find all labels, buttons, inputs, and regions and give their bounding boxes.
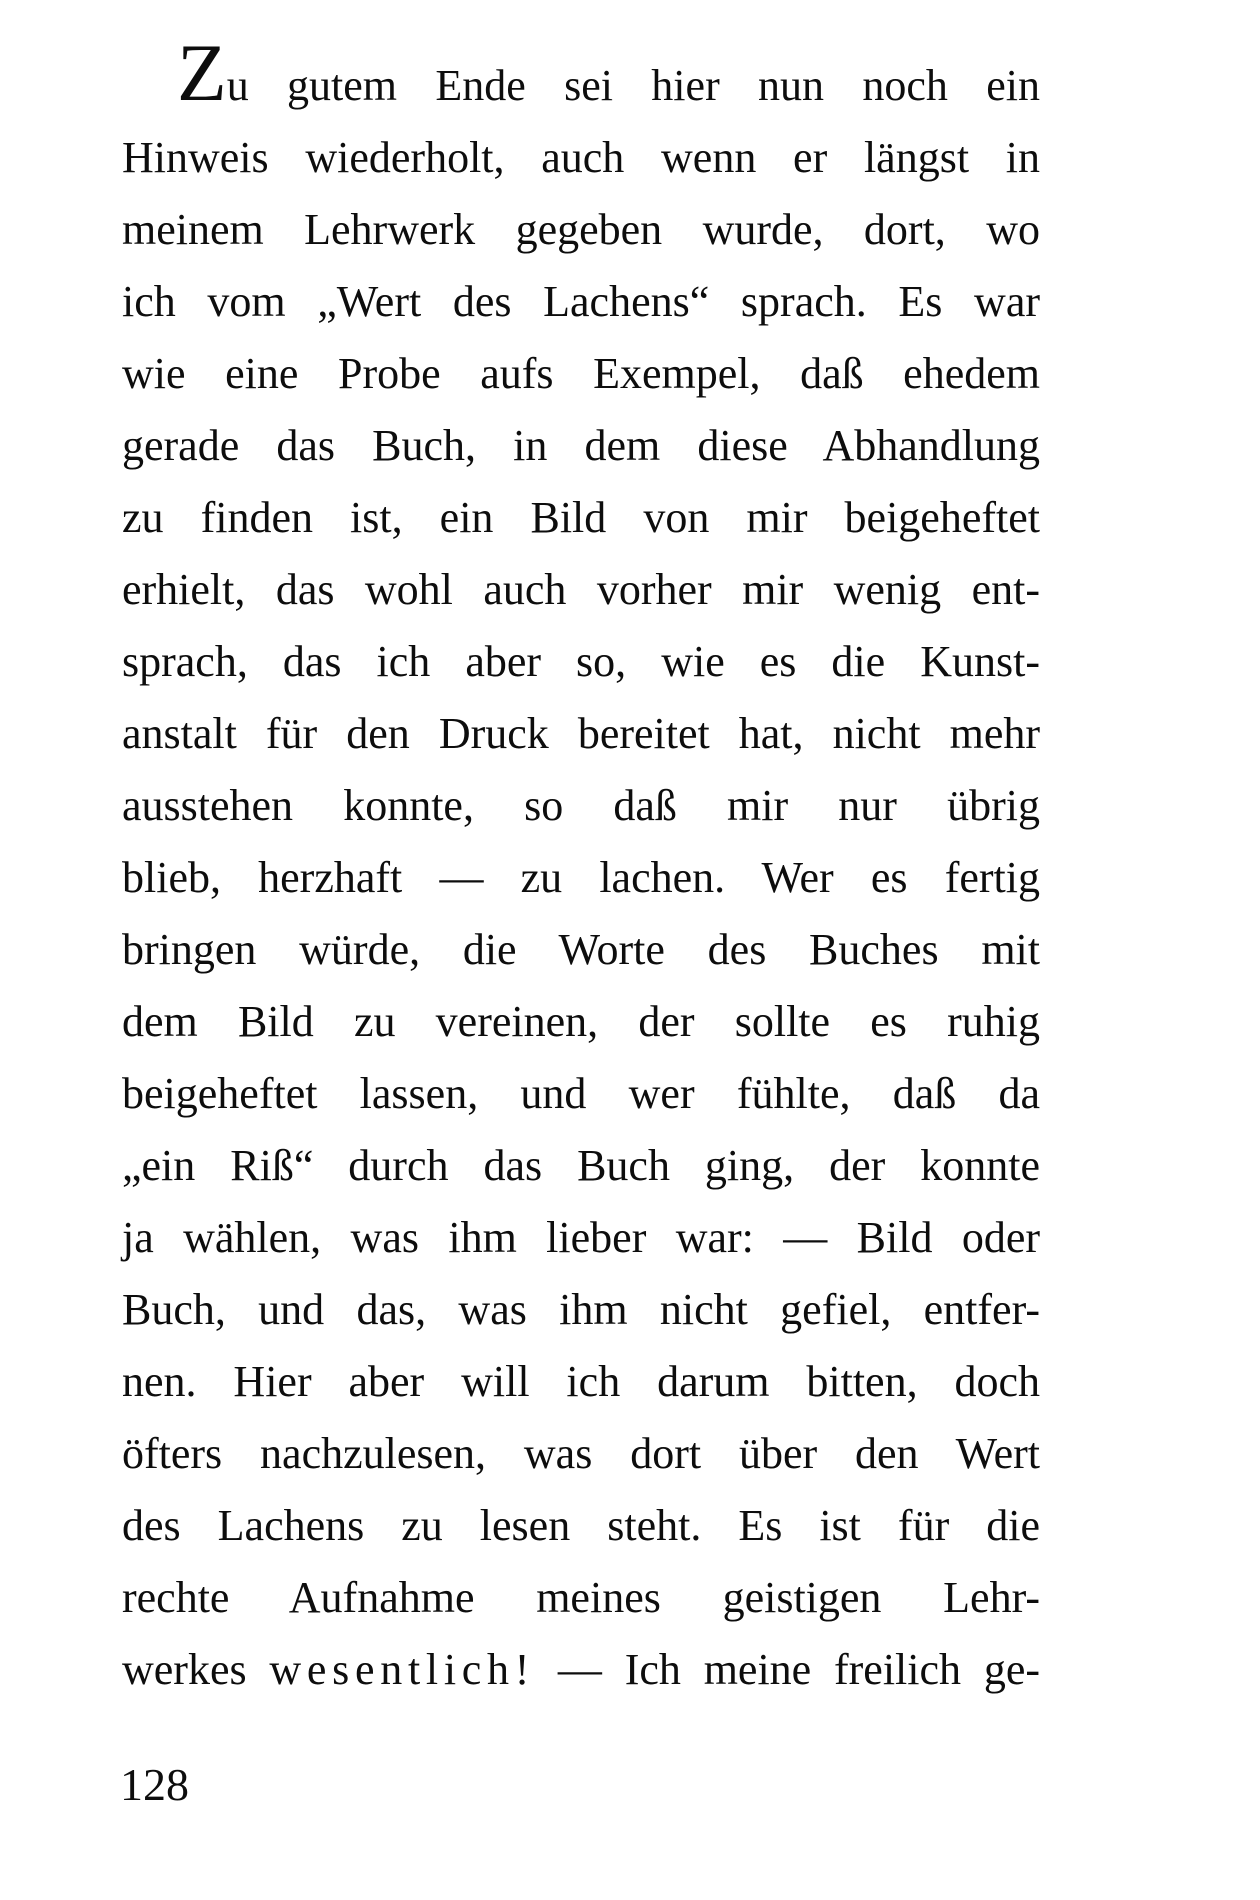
- text-line: [122, 986, 1040, 1058]
- text-line: [122, 770, 1040, 842]
- text-segment: beigeheftet lassen, und wer fühlte, daß da: [122, 1069, 1040, 1118]
- text-segment: werkes: [122, 1645, 270, 1694]
- text-line: [122, 1058, 1040, 1130]
- page-number: 128: [120, 1759, 189, 1810]
- text-segment: gerade das Buch, in dem diese Abhandlung: [122, 421, 1040, 470]
- text-segment: dem Bild zu vereinen, der sollte es ruhig: [122, 997, 1040, 1046]
- text-segment: meinem Lehrwerk gegeben wurde, dort, wo: [122, 205, 1040, 254]
- text-line: [122, 1490, 1040, 1562]
- text-line: [122, 338, 1040, 410]
- text-segment: — Ich meine freilich ge-: [535, 1645, 1040, 1694]
- text-segment: öfters nachzulesen, was dort über den Wert: [122, 1429, 1040, 1478]
- text-segment: sprach, das ich aber so, wie es die Kunst-: [122, 637, 1040, 686]
- text-line: [122, 1346, 1040, 1418]
- text-segment: bringen würde, die Worte des Buches mit: [122, 925, 1040, 974]
- text-line: [122, 1274, 1040, 1346]
- text-segment: u gutem Ende sei hier nun noch ein: [226, 61, 1040, 110]
- text-line: [122, 1202, 1040, 1274]
- text-line: [122, 1562, 1040, 1634]
- text-segment: zu finden ist, ein Bild von mir beigeheftet: [122, 493, 1040, 542]
- text-segment: rechte Aufnahme meines geistigen Lehr-: [122, 1573, 1040, 1622]
- text-line: [122, 842, 1040, 914]
- text-line: [122, 1418, 1040, 1490]
- text-line: [122, 482, 1040, 554]
- text-segment: ja wählen, was ihm lieber war: — Bild oder: [122, 1213, 1040, 1262]
- text-segment: nen. Hier aber will ich darum bitten, doch: [122, 1357, 1040, 1406]
- text-line: [122, 914, 1040, 986]
- paragraph: [122, 27, 1040, 1706]
- text-segment: wie eine Probe aufs Exempel, daß ehedem: [122, 349, 1040, 398]
- text-line: [122, 698, 1040, 770]
- text-segment: Buch, und das, was ihm nicht gefiel, entfer-: [122, 1285, 1040, 1334]
- text-segment: ich vom „Wert des Lachens“ sprach. Es war: [122, 277, 1040, 326]
- text-segment: ausstehen konnte, so daß mir nur übrig: [122, 781, 1040, 830]
- text-line: [122, 554, 1040, 626]
- text-segment: anstalt für den Druck bereitet hat, nicht mehr: [122, 709, 1040, 758]
- text-line: [122, 27, 1040, 122]
- text-line: [122, 410, 1040, 482]
- text-segment: Hinweis wiederholt, auch wenn er längst in: [122, 133, 1040, 182]
- text-line: [122, 266, 1040, 338]
- text-line: [122, 194, 1040, 266]
- text-segment: blieb, herzhaft — zu lachen. Wer es fertig: [122, 853, 1040, 902]
- text-segment: des Lachens zu lesen steht. Es ist für die: [122, 1501, 1040, 1550]
- text-line: [122, 1130, 1040, 1202]
- initial-letter: Z: [177, 27, 227, 118]
- text-segment: erhielt, das wohl auch vorher mir wenig ent-: [122, 565, 1040, 614]
- text-line: [122, 1634, 1040, 1706]
- text-line: [122, 122, 1040, 194]
- text-line: [122, 626, 1040, 698]
- text-segment: „ein Riß“ durch das Buch ging, der konnte: [122, 1141, 1040, 1190]
- text-segment: wesentlich!: [269, 1645, 536, 1694]
